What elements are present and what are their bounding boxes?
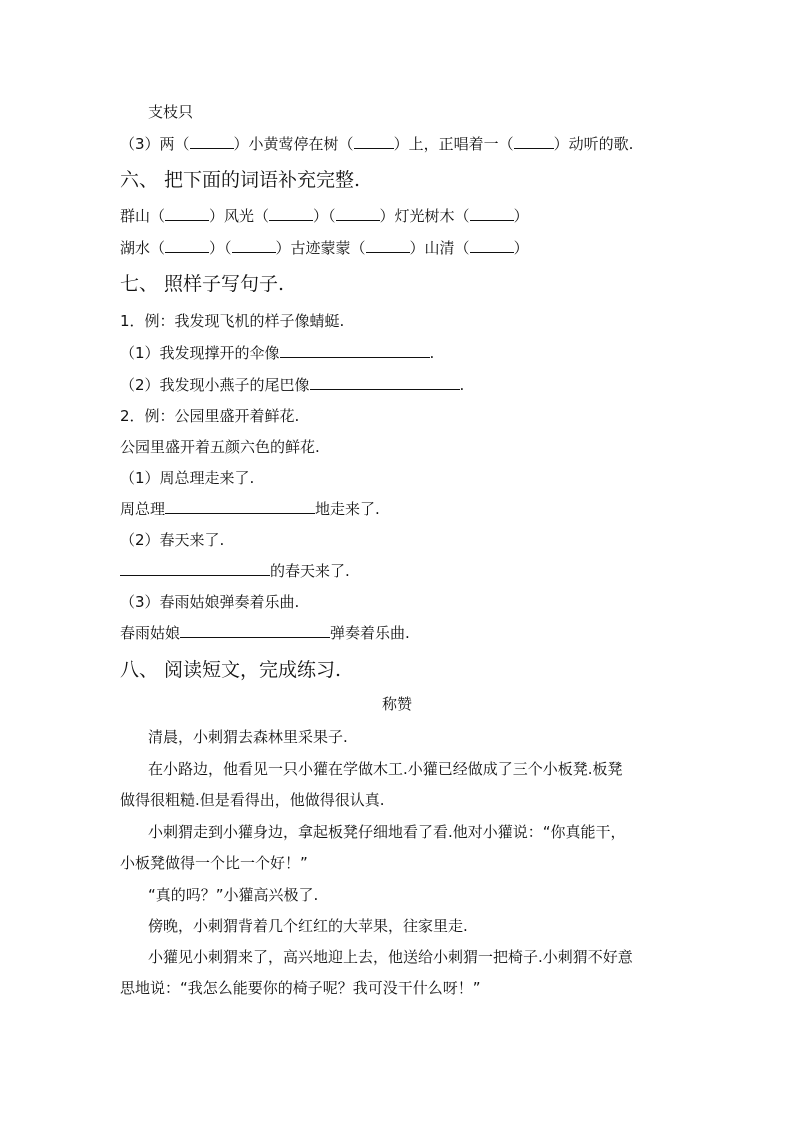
- option-words-line: [148, 102, 193, 122]
- text: 春雨姑娘: [120, 624, 181, 642]
- answer-blank[interactable]: [280, 343, 430, 358]
- text: （3）两（: [120, 135, 190, 153]
- passage-paragraph: 小獾见小刺猬来了，高兴地迎上去，他送给小刺猬一把椅子.小刺猬不好意: [148, 948, 633, 966]
- answer-blank[interactable]: [165, 499, 315, 514]
- answer-blank[interactable]: [269, 206, 313, 221]
- text: .: [459, 376, 465, 394]
- exercise-2-2-answer: [120, 561, 350, 581]
- text: 地走来了.: [315, 500, 380, 518]
- section-8-heading: 八、 阅读短文，完成练习.: [120, 659, 342, 681]
- text: ）上，正唱着一（: [393, 135, 514, 153]
- example-2: 2．例：公园里盛开着鲜花.: [120, 407, 300, 425]
- idiom-line-1: [120, 206, 529, 226]
- idiom-line-2: [120, 238, 529, 258]
- text: （2）我发现小燕子的尾巴像: [120, 376, 310, 394]
- answer-blank[interactable]: [514, 134, 554, 149]
- text: 群山（: [120, 207, 166, 225]
- answer-blank[interactable]: [366, 238, 410, 253]
- answer-blank[interactable]: [120, 561, 270, 576]
- text: ）（: [209, 239, 232, 257]
- text: （1）我发现撑开的伞像: [120, 344, 280, 362]
- passage-title: 称赞: [381, 695, 412, 713]
- answer-blank[interactable]: [354, 134, 394, 149]
- exercise-1-1: [120, 343, 434, 363]
- answer-blank[interactable]: [336, 206, 380, 221]
- exercise-2-2: （2）春天来了.: [120, 531, 225, 549]
- text: .: [429, 344, 435, 362]
- exercise-2-1: （1）周总理走来了.: [120, 469, 255, 487]
- section-6-heading: 六、 把下面的词语补充完整.: [120, 169, 361, 191]
- exercise-2-3: （3）春雨姑娘弹奏着乐曲.: [120, 593, 300, 611]
- answer-blank[interactable]: [310, 375, 460, 390]
- text: ）小黄莺停在树（: [233, 135, 354, 153]
- passage-paragraph: 小板凳做得一个比一个好！”: [120, 854, 308, 872]
- passage-paragraph: 小刺猬走到小獾身边，拿起板凳仔细地看了看.他对小獾说：“你真能干，: [148, 823, 626, 841]
- passage-paragraph: 在小路边，他看见一只小獾在学做木工.小獾已经做成了三个小板凳.板凳: [148, 760, 623, 778]
- exercise-1-2: [120, 375, 464, 395]
- exercise-2-1-answer: [120, 499, 380, 519]
- text: 周总理: [120, 500, 166, 518]
- text: ）: [513, 207, 529, 225]
- example-1: 1．例：我发现飞机的样子像蜻蜓.: [120, 312, 345, 330]
- passage-paragraph: 思地说：“我怎么能要你的椅子呢？我可没干什么呀！”: [120, 979, 481, 997]
- text: ）（: [313, 207, 336, 225]
- text: 的春天来了.: [270, 562, 350, 580]
- passage-paragraph: “真的吗？”小獾高兴极了.: [148, 886, 319, 904]
- text: ）山清（: [409, 239, 470, 257]
- question-3-line: [120, 134, 633, 154]
- text: ）古迹蒙蒙（: [275, 239, 366, 257]
- text: 湖水（: [120, 239, 166, 257]
- answer-blank[interactable]: [470, 238, 514, 253]
- answer-blank[interactable]: [165, 206, 209, 221]
- text: ）动听的歌.: [553, 135, 634, 153]
- text: ）: [513, 239, 529, 257]
- answer-blank[interactable]: [180, 623, 330, 638]
- text: 弹奏着乐曲.: [330, 624, 410, 642]
- passage-paragraph: 清晨，小刺猬去森林里采果子.: [148, 728, 348, 746]
- answer-blank[interactable]: [470, 206, 514, 221]
- answer-blank[interactable]: [190, 134, 234, 149]
- exercise-2-3-answer: [120, 623, 410, 643]
- answer-blank[interactable]: [165, 238, 209, 253]
- option-words: 支枝只: [148, 103, 194, 121]
- answer-blank[interactable]: [232, 238, 276, 253]
- passage-paragraph: 做得很粗糙.但是看得出，他做得很认真.: [120, 791, 385, 809]
- example-2-answer: 公园里盛开着五颜六色的鲜花.: [120, 438, 320, 456]
- text: ）灯光树木（: [379, 207, 470, 225]
- text: ）风光（: [209, 207, 270, 225]
- section-7-heading: 七、 照样子写句子.: [120, 273, 285, 295]
- passage-paragraph: 傍晚，小刺猬背着几个红红的大苹果，往家里走.: [148, 917, 468, 935]
